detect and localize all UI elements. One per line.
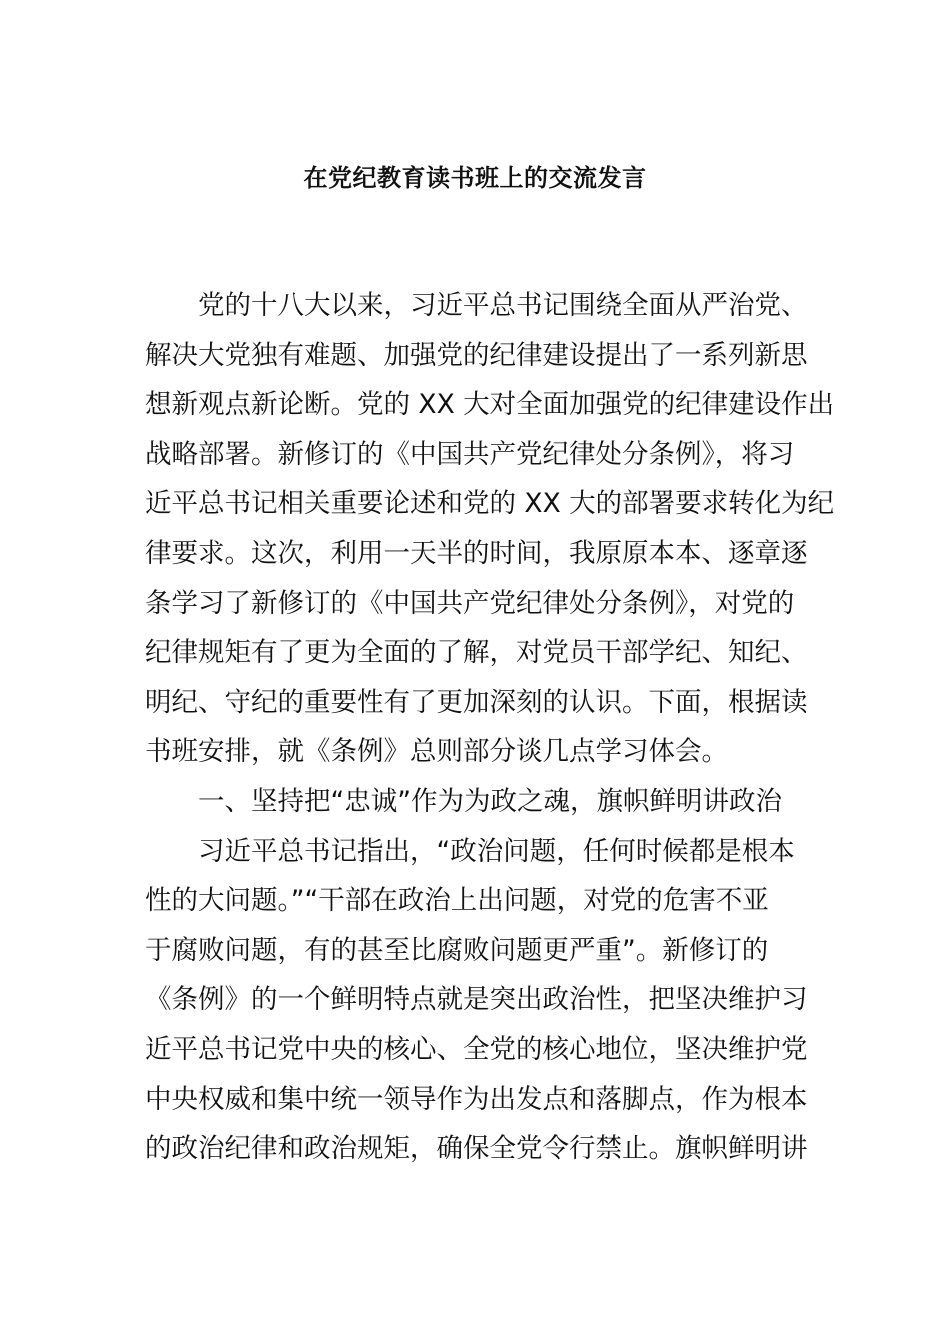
section-heading: 一、坚持把“忠诚”作为为政之魂，旗帜鲜明讲政治	[198, 785, 782, 817]
paragraph-line: 中央权威和集中统一领导作为出发点和落脚点，作为根本	[145, 1083, 808, 1115]
paragraph-line: 近平总书记相关重要论述和党的 XX 大的部署要求转化为纪	[145, 488, 835, 520]
paragraph-line: 书班安排，就《条例》总则部分谈几点学习体会。	[145, 736, 728, 768]
paragraph-line: 纪律规矩有了更为全面的了解，对党员干部学纪、知纪、	[145, 637, 808, 669]
paragraph-line: 《条例》的一个鲜明特点就是突出政治性，把坚决维护习	[145, 984, 808, 1016]
paragraph-line: 于腐败问题，有的甚至比腐败问题更严重”。新修订的	[145, 934, 769, 966]
paragraph-line: 条学习了新修订的《中国共产党纪律处分条例》，对党的	[145, 587, 795, 619]
paragraph-line: 党的十八大以来，习近平总书记围绕全面从严治党、	[198, 290, 808, 321]
document-title: 在党纪教育读书班上的交流发言	[303, 164, 647, 192]
paragraph-line: 习近平总书记指出，“政治问题，任何时候都是根本	[198, 835, 795, 867]
paragraph-line: 战略部署。新修订的《中国共产党纪律处分条例》，将习	[145, 438, 795, 470]
paragraph-line: 想新观点新论断。党的 XX 大对全面加强党的纪律建设作出	[145, 389, 835, 421]
document-body	[145, 281, 835, 1174]
paragraph-line: 律要求。这次，利用一天半的时间，我原原本本、逐章逐	[145, 537, 808, 569]
paragraph-line: 性的大问题。”“干部在政治上出问题，对党的危害不亚	[145, 885, 769, 917]
paragraph-line: 近平总书记党中央的核心、全党的核心地位，坚决维护党	[145, 1033, 808, 1065]
paragraph-line: 的政治纪律和政治规矩，确保全党令行禁止。旗帜鲜明讲	[145, 1133, 808, 1165]
paragraph-line: 明纪、守纪的重要性有了更加深刻的认识。下面，根据读	[145, 686, 808, 718]
paragraph-line: 解决大党独有难题、加强党的纪律建设提出了一系列新思	[145, 339, 808, 371]
